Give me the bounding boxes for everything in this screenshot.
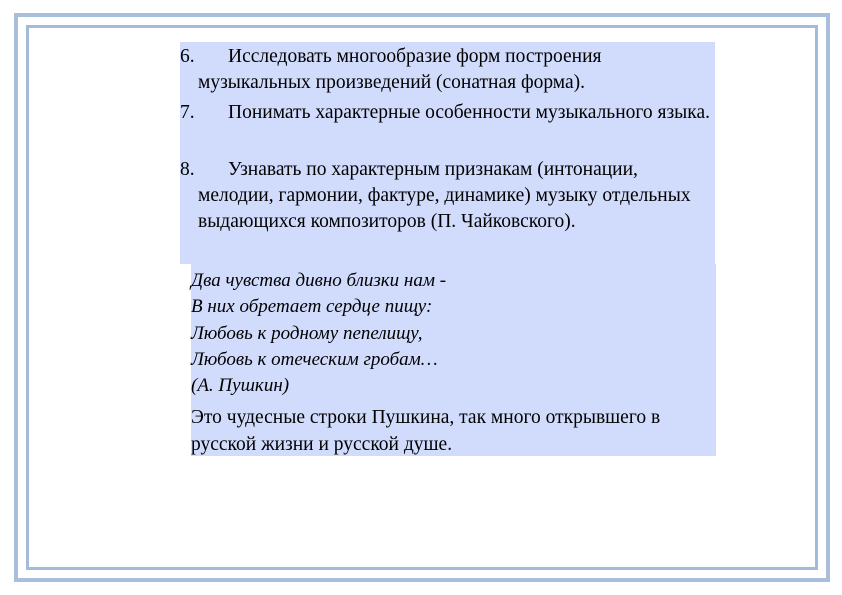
poem-line: Любовь к родному пепелищу, (191, 323, 423, 344)
list-item-number: 7. (180, 102, 195, 123)
poem-line: В них обретает сердце пищу: (191, 296, 433, 317)
poem-line: Любовь к отеческим гробам… (191, 349, 438, 370)
poem-block (191, 264, 716, 456)
list-item-text: Исследовать многообразие форм построения музыкальных произведений (сонатная форма). (198, 46, 602, 93)
list-item-text: Узнавать по характерным признакам (интонации, мелодии, гармонии, фактуре, динамике) музыку отдельных выдающихся композиторов (П. Чайковского). (198, 159, 691, 232)
list-item-number: 8. (180, 159, 195, 180)
list-item-number: 6. (180, 46, 195, 67)
objectives-list (180, 42, 715, 264)
list-item-text: Понимать характерные особенности музыкального языка. (228, 102, 710, 123)
poem-attribution: (А. Пушкин) (191, 375, 290, 396)
poem-line: Два чувства дивно близки нам - (191, 270, 447, 291)
commentary-paragraph: Это чудесные строки Пушкина, так много открывшего в русской жизни и русской душе. (191, 407, 661, 455)
